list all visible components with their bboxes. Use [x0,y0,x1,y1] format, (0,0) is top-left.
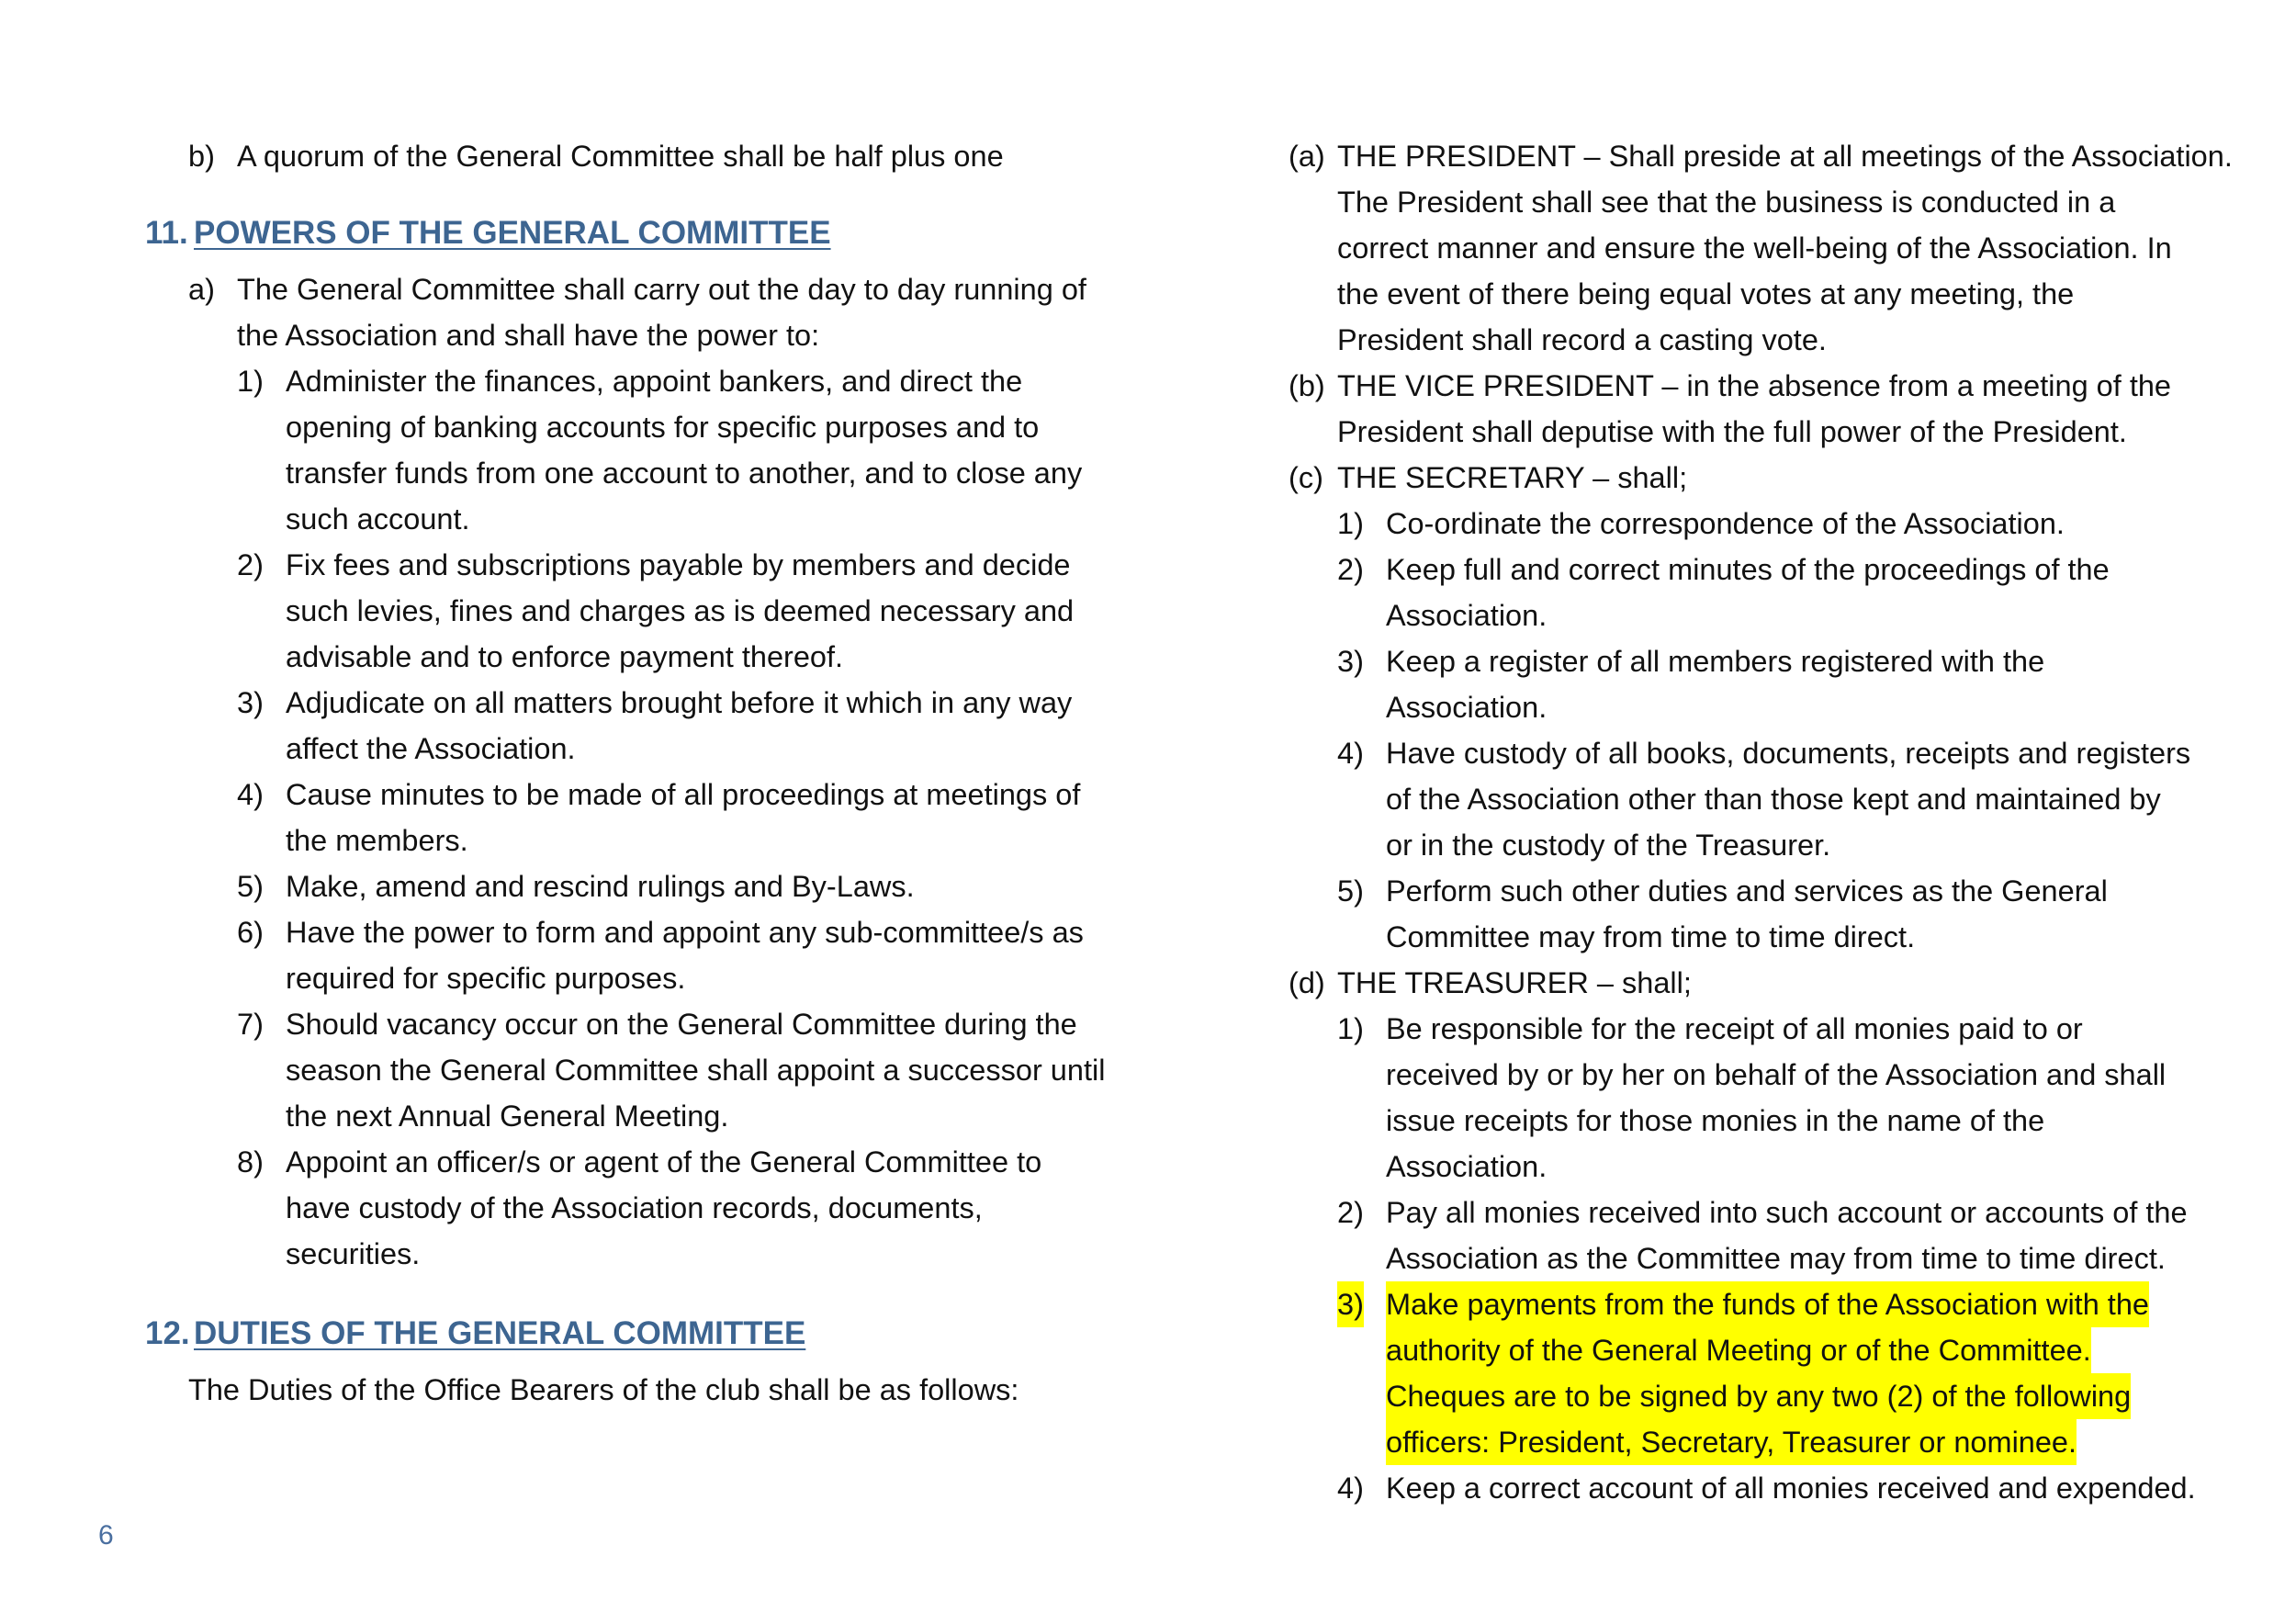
text-line: advisable and to enforce payment thereof. [286,640,844,673]
quorum-text: A quorum of the General Committee shall be half plus one [237,140,1004,173]
text-line: Association. [1386,599,1548,632]
text-line: The General Committee shall carry out the day to day running of [237,273,1086,306]
list-marker: b) [188,140,215,173]
list-number: 1) [1337,507,1364,540]
text-line: Pay all monies received into such account or accounts of the [1386,1196,2188,1229]
text-line: the members. [286,824,468,857]
text-line: securities. [286,1237,421,1270]
text-line: President shall deputise with the full power of the President. [1337,415,2127,448]
text-line: THE VICE PRESIDENT – in the absence from a meeting of the [1337,369,2172,402]
text-line: Should vacancy occur on the General Committee during the [286,1008,1077,1041]
text-line: Association as the Committee may from time to time direct. [1386,1242,2166,1275]
text-line: Cause minutes to be made of all proceedings at meetings of [286,778,1081,811]
text-line: the next Annual General Meeting. [286,1100,729,1133]
text-line: THE PRESIDENT – Shall preside at all meetings of the Association. [1337,140,2233,173]
text-line: Appoint an officer/s or agent of the General Committee to [286,1145,1042,1179]
section-title: DUTIES OF THE GENERAL COMMITTEE [194,1315,806,1351]
text-line: Keep a correct account of all monies received and expended. [1386,1472,2196,1505]
text-line: Fix fees and subscriptions payable by members and decide [286,548,1071,581]
text-line: the event of there being equal votes at any meeting, the [1337,277,2075,310]
list-number: 1) [1337,1012,1364,1045]
text-line: Adjudicate on all matters brought before it which in any way [286,686,1073,719]
list-marker: (d) [1289,966,1325,999]
list-number: 5) [1337,874,1364,908]
list-number: 3) [237,686,264,719]
text-line: season the General Committee shall appoint a successor until [286,1054,1106,1087]
list-number: 4) [1337,737,1364,770]
list-number: 3) [1337,645,1364,678]
text-line: Make payments from the funds of the Association with the [1386,1281,2149,1327]
text-line: Co-ordinate the correspondence of the Association. [1386,507,2065,540]
text-line: Perform such other duties and services as the General [1386,874,2108,908]
text-line: issue receipts for those monies in the name of the [1386,1104,2045,1137]
text-line: THE TREASURER – shall; [1337,966,1692,999]
text-line: Keep full and correct minutes of the proceedings of the [1386,553,2110,586]
text-line: affect the Association. [286,732,576,765]
text-line: Keep a register of all members registered with the [1386,645,2045,678]
page-number: 6 [98,1520,114,1551]
list-marker: (c) [1289,461,1323,494]
text-line: authority of the General Meeting or of the Committee. [1386,1327,2091,1373]
text-line: Have the power to form and appoint any sub-committee/s as [286,916,1084,949]
list-marker: (b) [1289,369,1325,402]
text-line: Administer the finances, appoint bankers, and direct the [286,365,1023,398]
list-number: 2) [1337,553,1364,586]
text-line: Be responsible for the receipt of all monies paid to or [1386,1012,2083,1045]
list-number: 3) [1337,1281,1364,1327]
list-number: 4) [1337,1472,1364,1505]
text-line: THE SECRETARY – shall; [1337,461,1688,494]
section-number: 11. [145,215,188,251]
text-line: Association. [1386,1150,1548,1183]
text-line: or in the custody of the Treasurer. [1386,829,1831,862]
text-line: of the Association other than those kept and maintained by [1386,783,2161,816]
text-line: such levies, fines and charges as is deemed necessary and [286,594,1075,627]
list-number: 4) [237,778,264,811]
text-line: President shall record a casting vote. [1337,323,1827,356]
text-line: The President shall see that the business is conducted in a [1337,186,2116,219]
text-line: such account. [286,502,470,536]
list-marker: (a) [1289,140,1325,173]
text-line: Make, amend and rescind rulings and By-Laws. [286,870,915,903]
duties-intro: The Duties of the Office Bearers of the club shall be as follows: [188,1373,1019,1406]
text-line: the Association and shall have the power to: [237,319,820,352]
list-number: 5) [237,870,264,903]
list-number: 1) [237,365,264,398]
list-number: 2) [1337,1196,1364,1229]
section-title: POWERS OF THE GENERAL COMMITTEE [194,215,831,251]
list-number: 6) [237,916,264,949]
text-line: Association. [1386,691,1548,724]
text-line: transfer funds from one account to another, and to close any [286,457,1083,490]
text-line: correct manner and ensure the well-being of the Association. In [1337,231,2172,265]
list-number: 2) [237,548,264,581]
text-line: have custody of the Association records, documents, [286,1191,983,1224]
list-number: 7) [237,1008,264,1041]
list-marker: a) [188,273,215,306]
text-line: Cheques are to be signed by any two (2) of the following [1386,1373,2131,1419]
section-number: 12. [145,1315,190,1351]
text-line: Have custody of all books, documents, receipts and registers [1386,737,2191,770]
list-number: 8) [237,1145,264,1179]
text-line: Committee may from time to time direct. [1386,920,1916,953]
text-line: required for specific purposes. [286,962,686,995]
text-line: received by or by her on behalf of the Association and shall [1386,1058,2167,1091]
text-line: opening of banking accounts for specific purposes and to [286,411,1040,444]
text-line: officers: President, Secretary, Treasurer or nominee. [1386,1419,2077,1465]
